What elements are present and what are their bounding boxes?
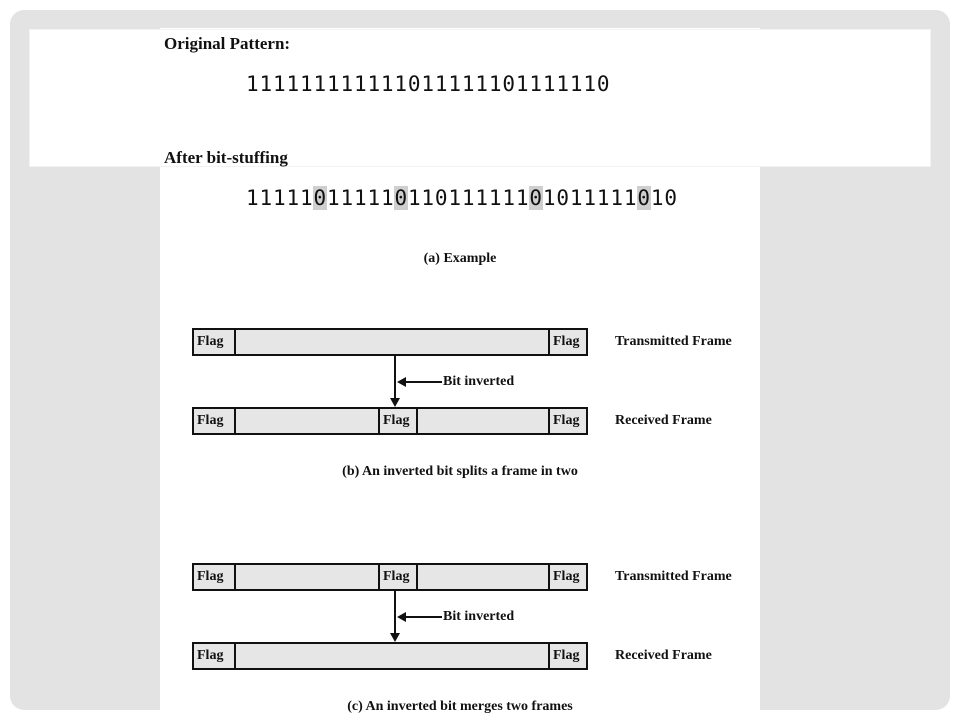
bit-segment: 11111 — [246, 186, 314, 210]
stuffed-bits — [246, 186, 678, 210]
bit-segment: 11111 — [326, 186, 395, 210]
stuffed-zero: 0 — [313, 186, 327, 210]
bit-segment: 10 — [650, 186, 678, 210]
annotation-line-c — [404, 616, 442, 618]
bit-segment: 1011111 — [542, 186, 638, 210]
transmitted-frame-b — [192, 328, 588, 356]
transmitted-frame-label-b: Transmitted Frame — [615, 334, 732, 349]
received-frame-c — [192, 642, 588, 670]
flag-field: Flag — [194, 409, 236, 433]
caption-a: (a) Example — [423, 251, 497, 266]
transmitted-frame-label-c: Transmitted Frame — [615, 569, 732, 584]
transmitted-frame-c — [192, 563, 588, 591]
bit-segment: 110111111 — [407, 186, 530, 210]
received-frame-b — [192, 407, 588, 435]
flag-field: Flag — [378, 409, 418, 433]
flag-field: Flag — [378, 565, 418, 589]
flag-field: Flag — [548, 330, 586, 354]
flag-field: Flag — [548, 565, 586, 589]
caption-b: (b) An inverted bit splits a frame in two — [342, 464, 578, 479]
inversion-line-c — [394, 591, 396, 633]
original-pattern-bits: 111111111111011111101111110 — [246, 72, 611, 96]
stuffed-zero: 0 — [637, 186, 651, 210]
after-bit-stuffing-label: After bit-stuffing — [164, 148, 288, 167]
flag-field: Flag — [194, 644, 236, 668]
bit-inverted-label-c: Bit inverted — [443, 609, 515, 624]
stuffed-zero: 0 — [529, 186, 543, 210]
annotation-line-b — [404, 381, 442, 383]
arrow-down-icon — [390, 398, 400, 407]
flag-field: Flag — [548, 409, 586, 433]
received-frame-label-c: Received Frame — [615, 648, 712, 663]
arrow-down-icon — [390, 633, 400, 642]
received-frame-label-b: Received Frame — [615, 413, 712, 428]
flag-field: Flag — [194, 565, 236, 589]
stuffed-zero: 0 — [394, 186, 408, 210]
flag-field: Flag — [548, 644, 586, 668]
inversion-line-b — [394, 356, 396, 398]
flag-field: Flag — [194, 330, 236, 354]
bit-inverted-label-b: Bit inverted — [443, 374, 515, 389]
original-pattern-label: Original Pattern: — [164, 34, 291, 53]
caption-c: (c) An inverted bit merges two frames — [347, 699, 573, 714]
